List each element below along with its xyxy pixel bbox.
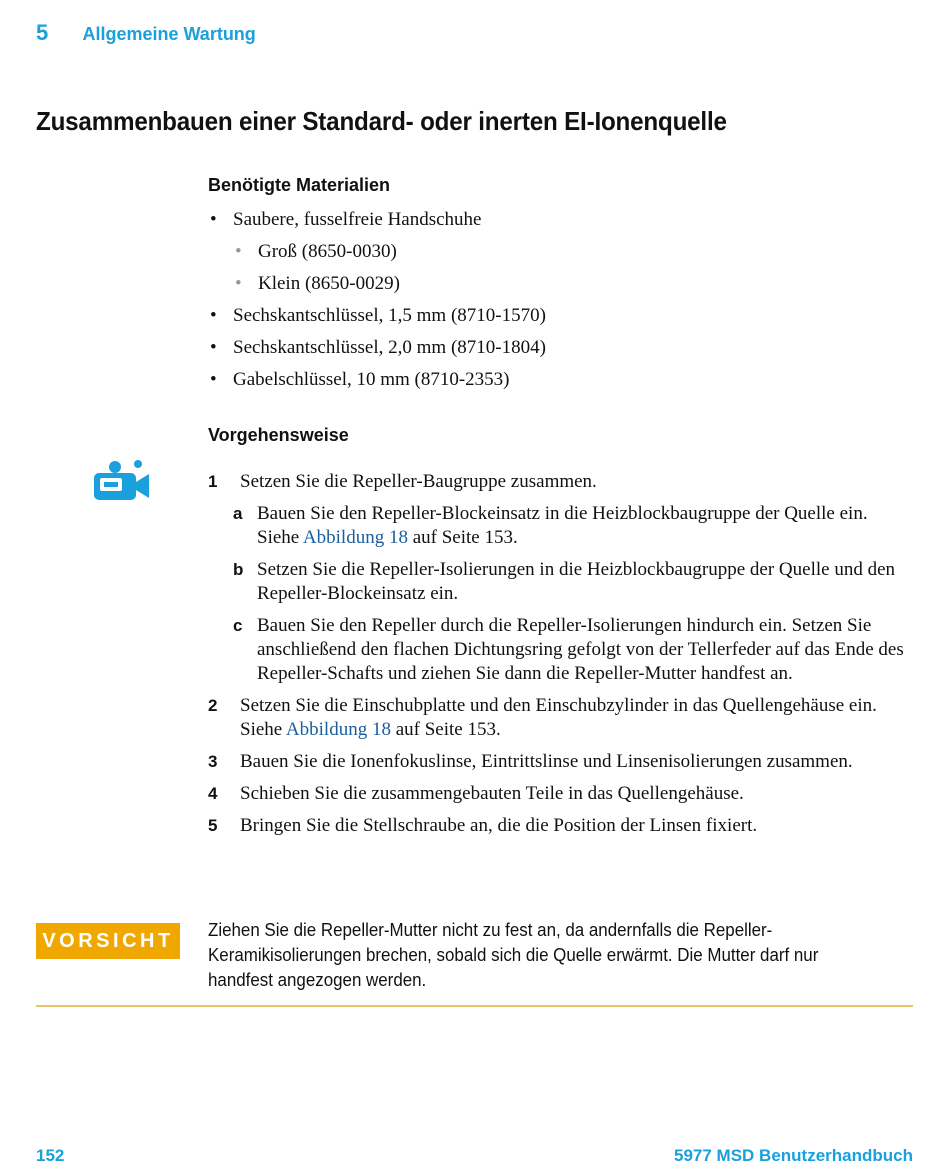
list-item: • Groß (8650-0030) (208, 240, 908, 272)
step-1c (208, 614, 908, 686)
page-number: 152 (36, 1146, 65, 1165)
step-1b (208, 558, 908, 606)
step-3 (208, 750, 908, 774)
chapter-number: 5 (36, 20, 49, 45)
step-number: 5 (208, 816, 218, 835)
step-text: auf Seite 153. (390, 719, 501, 740)
step-text: Bauen Sie den Repeller-Blockeinsatz in die Heizblockbaugruppe der Quelle ein. Siehe (257, 503, 868, 548)
list-item: • Gabelschlüssel, 10 mm (8710-2353) (208, 368, 908, 400)
step-4 (208, 782, 908, 806)
step-text: Bauen Sie den Repeller durch die Repeller-Isolierungen hindurch ein. Setzen Sie anschließend den flachen Dichtungsring gefolgt von der Tellerfeder auf das Ende des Repeller-Schafts und ziehen Sie dann die Repeller-Mutter handfest an. (257, 615, 904, 684)
step-number: 4 (208, 784, 218, 803)
step-number: 1 (208, 472, 218, 491)
list-item: • Klein (8650-0029) (208, 272, 908, 304)
list-item: • Sechskantschlüssel, 1,5 mm (8710-1570) (208, 304, 908, 336)
page-title: Zusammenbauen einer Standard- oder inerten EI-Ionenquelle (36, 106, 727, 136)
step-5 (208, 814, 908, 838)
step-text: auf Seite 153. (407, 527, 518, 548)
figure-link[interactable]: Abbildung 18 (302, 527, 408, 548)
step-text: Setzen Sie die Repeller-Isolierungen in die Heizblockbaugruppe der Quelle und den Repeller-Blockeinsatz ein. (257, 559, 896, 604)
step-letter: a (233, 504, 243, 523)
procedure-heading: Vorgehensweise (208, 425, 349, 445)
step-2 (208, 694, 908, 742)
procedure-steps (208, 470, 908, 838)
procedure-section (208, 425, 908, 846)
step-text: Setzen Sie die Einschubplatte und den Einschubzylinder in das Quellengehäuse ein. Siehe (240, 695, 877, 740)
materials-section (208, 175, 908, 400)
step-text: Bringen Sie die Stellschraube an, die die Position der Linsen fixiert. (240, 815, 758, 836)
step-letter: b (233, 560, 244, 579)
step-number: 2 (208, 696, 218, 715)
step-text: Setzen Sie die Repeller-Baugruppe zusammen. (240, 471, 597, 492)
step-1 (208, 470, 908, 494)
running-header (36, 20, 256, 46)
list-item: • Saubere, fusselfreie Handschuhe (208, 208, 908, 240)
materials-list (208, 208, 908, 400)
step-text: Bauen Sie die Ionenfokuslinse, Eintrittslinse und Linsenisolierungen zusammen. (240, 751, 853, 772)
step-1a (208, 502, 908, 550)
step-text: Schieben Sie die zusammengebauten Teile in das Quellengehäuse. (240, 783, 744, 804)
materials-heading: Benötigte Materialien (208, 175, 391, 195)
list-item: • Sechskantschlüssel, 2,0 mm (8710-1804) (208, 336, 908, 368)
caution-text: Ziehen Sie die Repeller-Mutter nicht zu fest an, da andernfalls die Repeller-Keramikisolierungen brechen, sobald sich die Quelle erwärmt. Die Mutter darf nur handfest angezogen werden. (208, 920, 819, 990)
chapter-title: Allgemeine Wartung (82, 24, 256, 44)
step-number: 3 (208, 752, 218, 771)
book-title: 5977 MSD Benutzerhandbuch (674, 1146, 913, 1165)
caution-badge: VORSICHT (36, 923, 180, 959)
step-letter: c (233, 616, 243, 635)
section-divider (36, 1005, 913, 1007)
figure-link[interactable]: Abbildung 18 (285, 719, 391, 740)
video-camera-icon (93, 460, 151, 507)
